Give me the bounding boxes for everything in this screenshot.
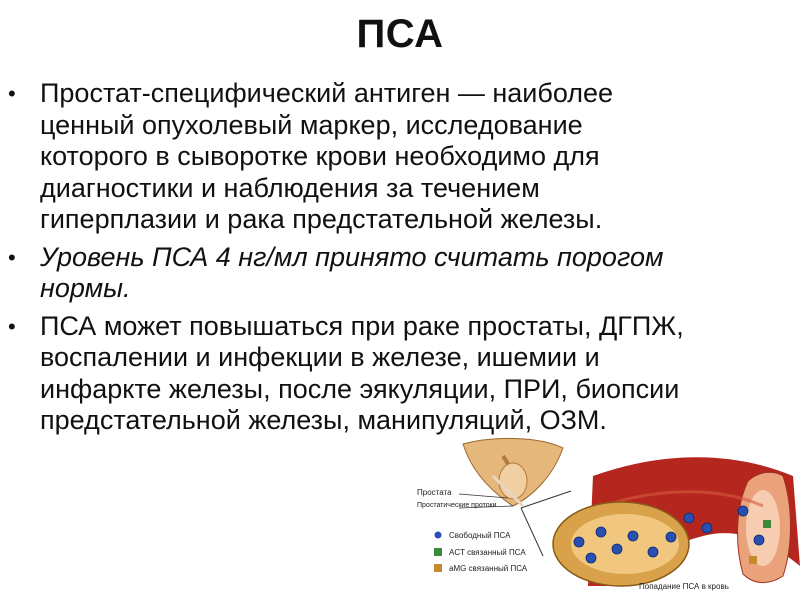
bullet-text: ПСА может повышаться при раке простаты, ДГПЖ, воспалении и инфекции в железе, ишемии и инфаркте железы, после эякуляции, ПРИ, биопсии предстательной железы, манипуляций, ОЗМ. bbox=[40, 310, 684, 435]
bullet-text: Уровень ПСА 4 нг/мл принято считать порогом нормы. bbox=[40, 241, 664, 303]
psa-diagram bbox=[403, 436, 800, 600]
bullet-text: Простат-специфический антиген — наиболее ценный опухолевый маркер, исследование которого в сыворотке крови необходимо для диагностики и наблюдения за течением гиперплазии и рака предстательной железы. bbox=[40, 78, 614, 234]
legend-free-psa: Свободный ПСА bbox=[449, 531, 511, 540]
legend bbox=[434, 531, 528, 573]
bullet-dot-icon: • bbox=[8, 244, 16, 270]
caption-blood: Попадание ПСА в кровь bbox=[639, 582, 729, 591]
bullet-dot-icon: • bbox=[8, 81, 16, 106]
bullet-item-causes bbox=[6, 311, 696, 437]
label-ducts: Простатические протоки bbox=[417, 502, 497, 509]
bullet-item-definition bbox=[6, 78, 696, 236]
amg-psa-icon bbox=[434, 564, 442, 572]
bullet-item-norm-threshold bbox=[6, 242, 696, 305]
bullet-list bbox=[6, 78, 696, 443]
free-psa-icon bbox=[435, 532, 442, 539]
legend-act-psa: ACT связанный ПСА bbox=[449, 548, 526, 557]
legend-amg-psa: aMG связанный ПСА bbox=[449, 564, 528, 573]
label-prostate: Простата bbox=[417, 488, 452, 497]
gland-acinus-icon bbox=[553, 502, 689, 586]
bullet-dot-icon: • bbox=[8, 313, 16, 339]
act-psa-icon bbox=[434, 548, 442, 556]
psa-illustration bbox=[403, 436, 800, 600]
slide-title: ПСА bbox=[356, 12, 444, 56]
